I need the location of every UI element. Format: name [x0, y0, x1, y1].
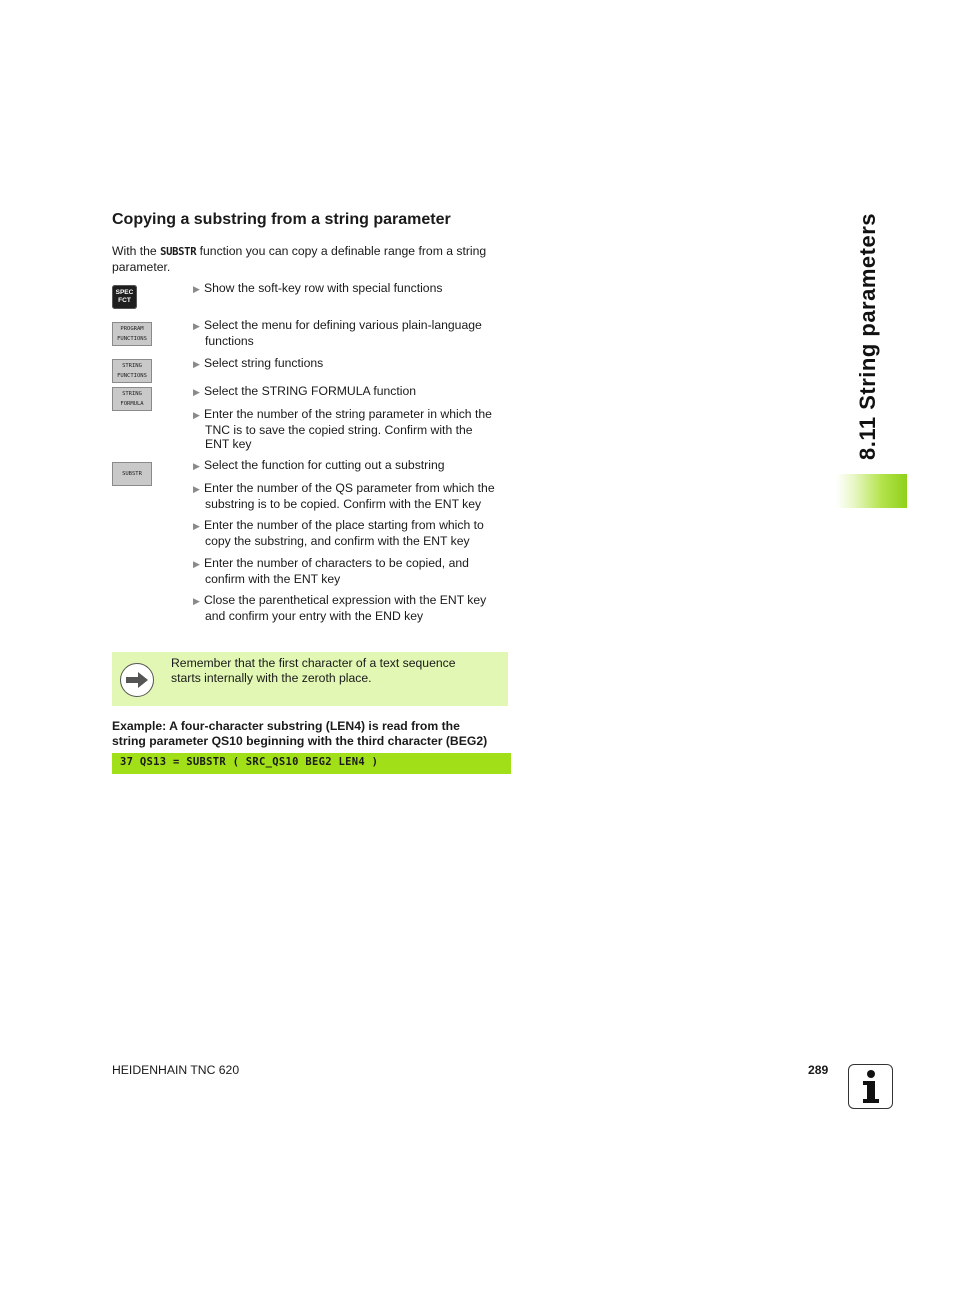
section-title: Copying a substring from a string parameter	[112, 211, 451, 228]
intro-paragraph	[112, 244, 512, 274]
intro-suffix: function you can copy a definable range from a string parameter.	[112, 244, 487, 274]
triangle-right-icon: ▶	[193, 484, 200, 494]
step-text-cont: ENT key	[205, 437, 252, 451]
substr-softkey[interactable]	[112, 462, 152, 486]
string-functions-softkey[interactable]	[112, 359, 152, 383]
step-text-cont: and confirm your entry with the END key	[205, 608, 424, 623]
triangle-right-icon: ▶	[193, 410, 200, 420]
step-item	[193, 356, 511, 372]
step-text-cont: functions	[205, 333, 254, 348]
spec-fct-key[interactable]	[112, 285, 137, 309]
step-text-cont: substring is to be copied. Confirm with the ENT key	[205, 496, 482, 511]
step-text: Enter the number of the place starting from which to	[204, 518, 484, 532]
softkey-label-line1: STRING	[122, 391, 142, 397]
triangle-right-icon: ▶	[193, 321, 200, 331]
spec-fct-key-line1: SPEC	[115, 289, 134, 296]
footer-product: HEIDENHAIN TNC 620	[112, 1063, 240, 1077]
note-line2: starts internally with the zeroth place.	[171, 671, 372, 685]
step-item	[193, 481, 511, 511]
step-text-cont: TNC is to save the copied string. Confirm with the	[205, 422, 473, 437]
step-item	[193, 593, 511, 623]
info-icon	[848, 1064, 893, 1109]
step-item	[193, 556, 511, 586]
step-item	[193, 281, 511, 297]
spec-fct-key-line2: FCT	[118, 297, 131, 304]
chapter-tab-marker	[836, 474, 907, 508]
softkey-label-line2: FUNCTIONS	[117, 336, 147, 342]
step-text: Enter the number of characters to be copied, and	[204, 556, 469, 570]
step-text: Show the soft-key row with special functions	[204, 281, 443, 295]
example-heading-line1: Example: A four-character substring (LEN4) is read from the	[112, 719, 460, 733]
intro-code: SUBSTR	[160, 246, 197, 258]
triangle-right-icon: ▶	[193, 461, 200, 471]
note-text	[171, 656, 501, 686]
code-line: 37 QS13 = SUBSTR ( SRC_QS10 BEG2 LEN4 )	[120, 756, 379, 768]
softkey-label-line2: FUNCTIONS	[117, 373, 147, 379]
chapter-title: 8.11 String parameters	[855, 212, 880, 460]
example-heading	[112, 719, 522, 748]
triangle-right-icon: ▶	[193, 559, 200, 569]
program-functions-softkey[interactable]	[112, 322, 152, 346]
triangle-right-icon: ▶	[193, 359, 200, 369]
step-text: Enter the number of the QS parameter from which the	[204, 481, 495, 495]
string-formula-softkey[interactable]	[112, 387, 152, 411]
step-item	[193, 407, 511, 452]
step-text: Select the STRING FORMULA function	[204, 384, 417, 398]
note-line1: Remember that the first character of a text sequence	[171, 656, 456, 670]
step-text: Select string functions	[204, 356, 324, 370]
softkey-label: SUBSTR	[122, 471, 142, 477]
triangle-right-icon: ▶	[193, 521, 200, 531]
softkey-label-line1: STRING	[122, 363, 142, 369]
step-text: Close the parenthetical expression with the ENT key	[204, 593, 487, 607]
step-item	[193, 384, 511, 400]
step-item	[193, 458, 511, 474]
triangle-right-icon: ▶	[193, 284, 200, 294]
triangle-right-icon: ▶	[193, 596, 200, 606]
softkey-label-line1: PROGRAM	[120, 326, 144, 332]
step-text-cont: confirm with the ENT key	[205, 571, 341, 586]
page-number: 289	[808, 1063, 829, 1077]
intro-prefix: With the	[112, 244, 161, 258]
step-text: Enter the number of the string parameter in which the	[204, 407, 492, 421]
step-item	[193, 318, 511, 348]
example-heading-line2: string parameter QS10 beginning with the third character (BEG2)	[112, 733, 488, 748]
softkey-label-line2: FORMULA	[120, 401, 144, 407]
step-text: Select the menu for defining various plain-language	[204, 318, 482, 332]
step-text: Select the function for cutting out a substring	[204, 458, 445, 472]
triangle-right-icon: ▶	[193, 387, 200, 397]
step-text-cont: copy the substring, and confirm with the ENT key	[205, 533, 470, 548]
step-item	[193, 518, 511, 548]
arrow-right-icon	[120, 663, 154, 697]
